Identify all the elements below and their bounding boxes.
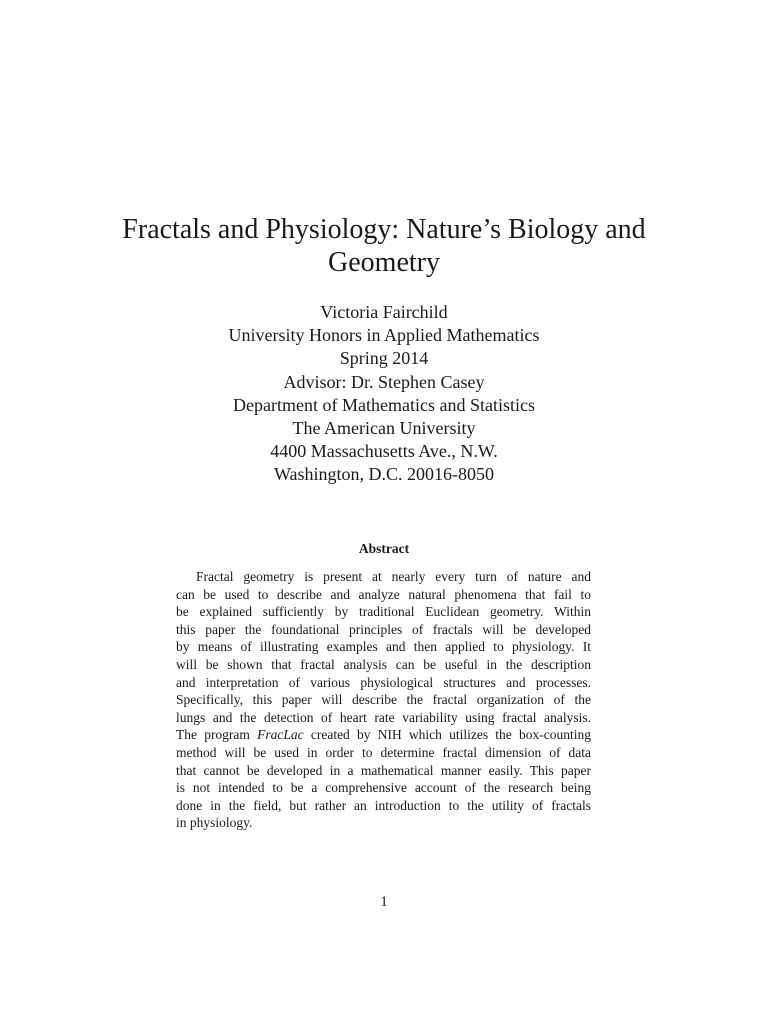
city-address: Washington, D.C. 20016-8050 (273, 464, 495, 485)
abstract-line: be explained sufficiently by traditional Euclidean geometry. Within (176, 604, 591, 620)
abstract-line-fraclac-after: created by NIH which utilizes the box-counting (303, 727, 591, 743)
abstract-line: done in the field, but rather an introduction to the utility of fractals (176, 797, 591, 813)
abstract-line: will be shown that fractal analysis can be useful in the description (176, 656, 591, 672)
abstract-heading: Abstract (358, 541, 410, 556)
paper-title-line-1: Fractals and Physiology: Nature’s Biology and (122, 214, 646, 245)
paper-title-line-2: Geometry (328, 247, 440, 278)
abstract-line-last: in physiology. (176, 815, 253, 831)
abstract-line: that cannot be developed in a mathematical manner easily. This paper (176, 762, 591, 778)
abstract-body (176, 568, 591, 832)
advisor: Advisor: Dr. Stephen Casey (283, 371, 485, 392)
abstract-line: lungs and the detection of heart rate variability using fractal analysis. (176, 709, 591, 725)
page-number: 1 (380, 894, 388, 910)
abstract-line: Specifically, this paper will describe the fractal organization of the (176, 692, 591, 708)
university: The American University (292, 418, 476, 439)
author-info-block (0, 301, 768, 487)
paper-title (0, 213, 768, 279)
author-name: Victoria Fairchild (320, 302, 448, 322)
department: Department of Mathematics and Statistics (233, 394, 535, 415)
abstract-line: and interpretation of various physiological structures and processes. (176, 674, 591, 690)
fraclac-program-name: FracLac (257, 727, 304, 743)
abstract-line: this paper the foundational principles of fractals will be developed (176, 621, 591, 637)
abstract-line: method will be used in order to determine fractal dimension of data (176, 744, 591, 760)
abstract-line: by means of illustrating examples and then applied to physiology. It (176, 639, 591, 655)
abstract-line-fraclac (176, 726, 591, 744)
abstract-line: can be used to describe and analyze natural phenomena that fail to (176, 586, 591, 602)
abstract-line: is not intended to be a comprehensive account of the research being (176, 780, 591, 796)
program-name: University Honors in Applied Mathematics (228, 325, 540, 346)
abstract-line: Fractal geometry is present at nearly every turn of nature and (196, 569, 591, 584)
term: Spring 2014 (339, 348, 429, 369)
street-address: 4400 Massachusetts Ave., N.W. (270, 441, 498, 462)
abstract-line-fraclac-before: The program (176, 727, 258, 743)
